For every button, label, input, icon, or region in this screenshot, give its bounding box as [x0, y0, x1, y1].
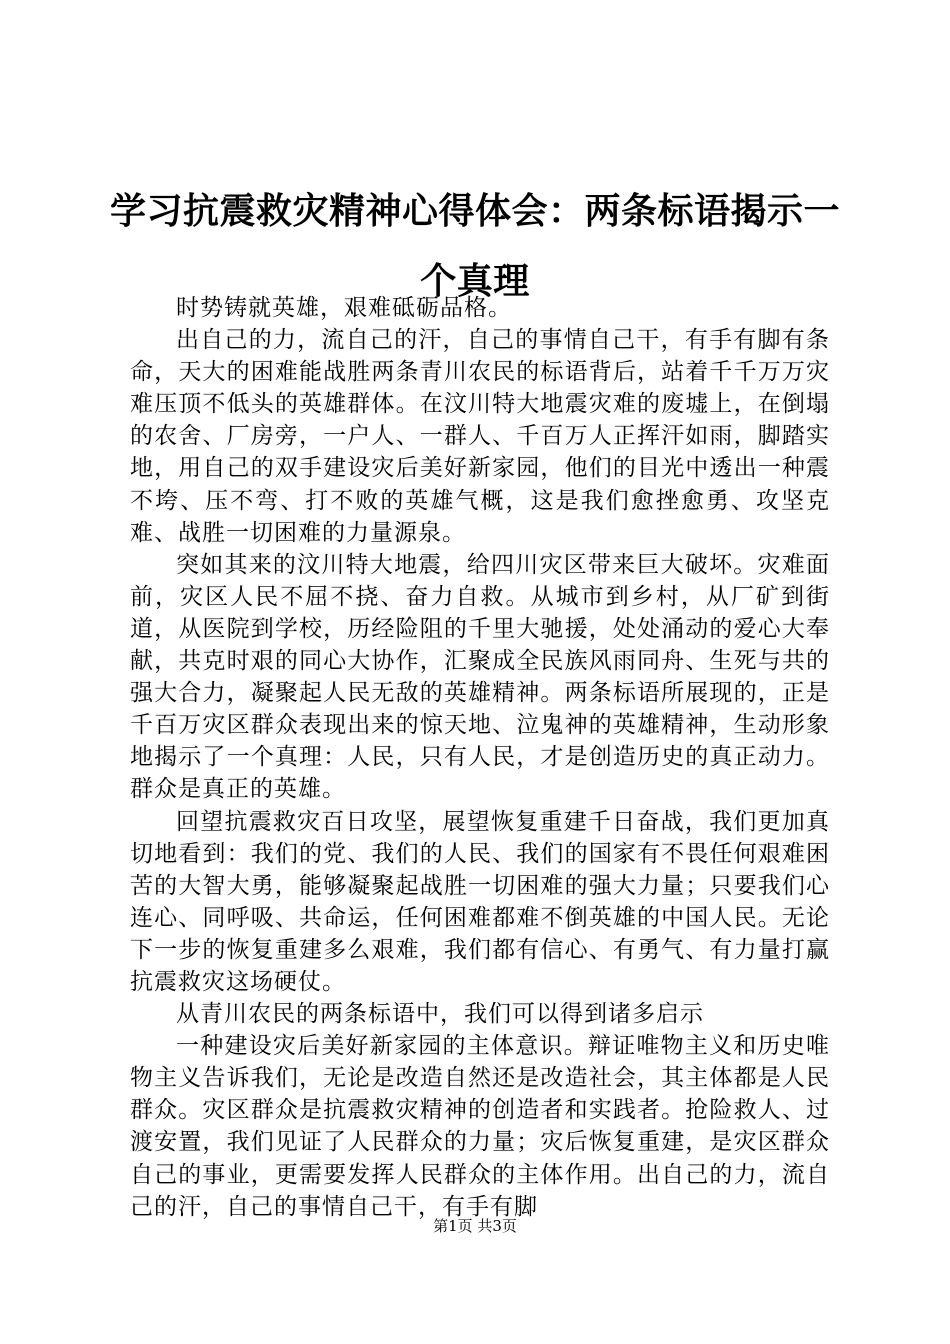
- paragraph: 出自己的力，流自己的汗，自己的事情自己干，有手有脚有条命，天大的困难能战胜两条青川农民的标语背后，站着千千万万灾难压顶不低头的英雄群体。在汶川特大地震灾难的废墟上，在倒塌的农舍、厂房旁，一户人、一群人、千百万人正挥汗如雨，脚踏实地，用自己的双手建设灾后美好新家园，他们的目光中透出一种震不垮、压不弯、打不败的英雄气概，这是我们愈挫愈勇、攻坚克难、战胜一切困难的力量源泉。: [130, 327, 830, 546]
- paragraph: 时势铸就英雄，艰难砥砺品格。: [176, 295, 512, 321]
- article-body: [130, 292, 830, 1223]
- page-footer: 第1页 共3页: [433, 1217, 517, 1235]
- paragraph: 突如其来的汶川特大地震，给四川灾区带来巨大破坏。灾难面前，灾区人民不屈不挠、奋力自救。从城市到乡村，从厂矿到街道，从医院到学校，历经险阻的千里大驰援，处处涌动的爱心大奉献，共克时艰的同心大协作，汇聚成全民族风雨同舟、生死与共的强大合力，凝聚起人民无敌的英雄精神。两条标语所展现的，正是千百万灾区群众表现出来的惊天地、泣鬼神的英雄精神，生动形象地揭示了一个真理：人民，只有人民，才是创造历史的真正动力。群众是真正的英雄。: [130, 551, 830, 803]
- paragraph: 一种建设灾后美好新家园的主体意识。辩证唯物主义和历史唯物主义告诉我们，无论是改造自然还是改造社会，其主体都是人民群众。灾区群众是抗震救灾精神的创造者和实践者。抢险救人、过渡安置，我们见证了人民群众的力量；灾后恢复重建，是灾区群众自己的事业，更需要发挥人民群众的主体作用。出自己的力，流自己的汗，自己的事情自己干，有手有脚: [130, 1033, 830, 1220]
- paragraph: 回望抗震救灾百日攻坚，展望恢复重建千日奋战，我们更加真切地看到：我们的党、我们的人民、我们的国家有不畏任何艰难困苦的大智大勇，能够凝聚起战胜一切困难的强大力量；只要我们心连心、同呼吸、共命运，任何困难都难不倒英雄的中国人民。无论下一步的恢复重建多么艰难，我们都有信心、有勇气、有力量打赢抗震救灾这场硬仗。: [130, 808, 830, 995]
- page-title: 学习抗震救灾精神心得体会：两条标语揭示一个真理: [110, 190, 841, 302]
- paragraph: 从青川农民的两条标语中，我们可以得到诸多启示: [176, 1001, 704, 1028]
